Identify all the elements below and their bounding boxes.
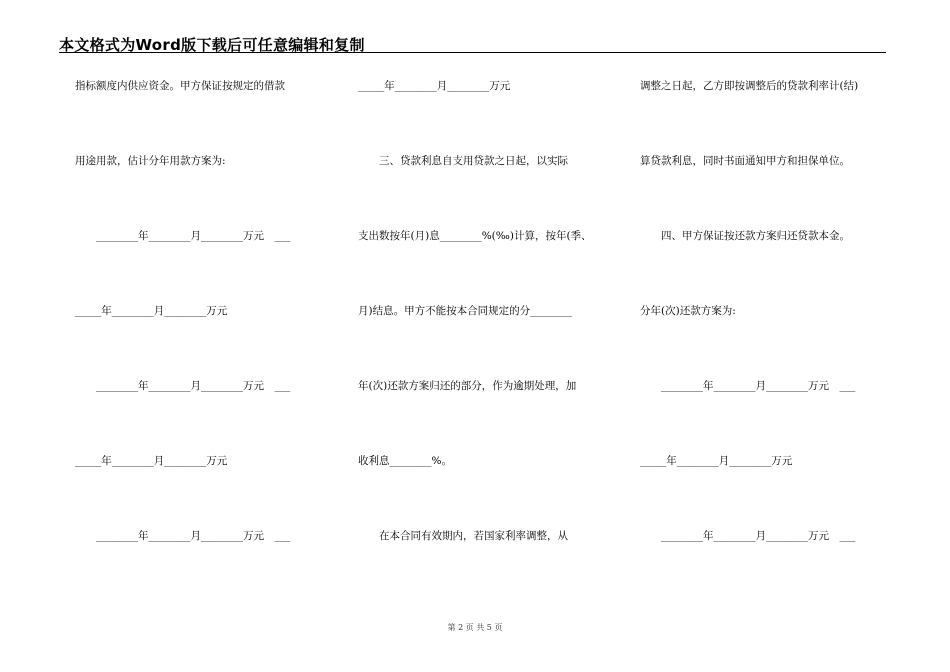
text-line: 用途用款，估计分年用款方案为: [75,155,226,167]
text-line: 四、甲方保证按还款方案归还贷款本金。 [640,230,850,242]
text-line: ________年________月________万元 ___ [75,380,291,392]
text-line: 三、贷款利息自支用贷款之日起，以实际 [358,155,568,167]
text-line: 年(次)还款方案归还的部分，作为逾期处理，加 [358,380,577,392]
text-line: 收利息________%。 [358,455,452,467]
text-line: _____年________月________万元 [640,455,793,467]
text-line: 指标额度内供应资金。甲方保证按规定的借款 [75,80,285,92]
text-line: ________年________月________万元 ___ [75,230,291,242]
text-line: 调整之日起，乙方即按调整后的贷款利率计(结) [640,80,859,92]
text-line: 分年(次)还款方案为: [640,305,736,317]
text-line: ________年________月________万元 ___ [75,530,291,542]
text-line: ________年________月________万元 ___ [640,380,856,392]
text-line: 支出数按年(月)息________%(‰)计算，按年(季、 [358,230,592,242]
text-line: ________年________月________万元 ___ [640,530,856,542]
text-line: _____年________月________万元 [75,305,228,317]
text-line: 在本合同有效期内，若国家利率调整，从 [358,530,568,542]
text-line: 月)结息。甲方不能按本合同规定的分________ [358,305,573,317]
text-line: _____年________月________万元 [75,455,228,467]
text-line: 算贷款利息，同时书面通知甲方和担保单位。 [640,155,850,167]
document-header-title: 本文格式为Word版下载后可任意编辑和复制 [59,36,365,54]
text-column-3 [640,0,890,672]
page-number-footer: 第 2 页 共 5 页 [447,623,503,632]
text-line: _____年________月________万元 [358,80,511,92]
text-column-1 [75,0,325,672]
text-column-2 [358,0,608,672]
